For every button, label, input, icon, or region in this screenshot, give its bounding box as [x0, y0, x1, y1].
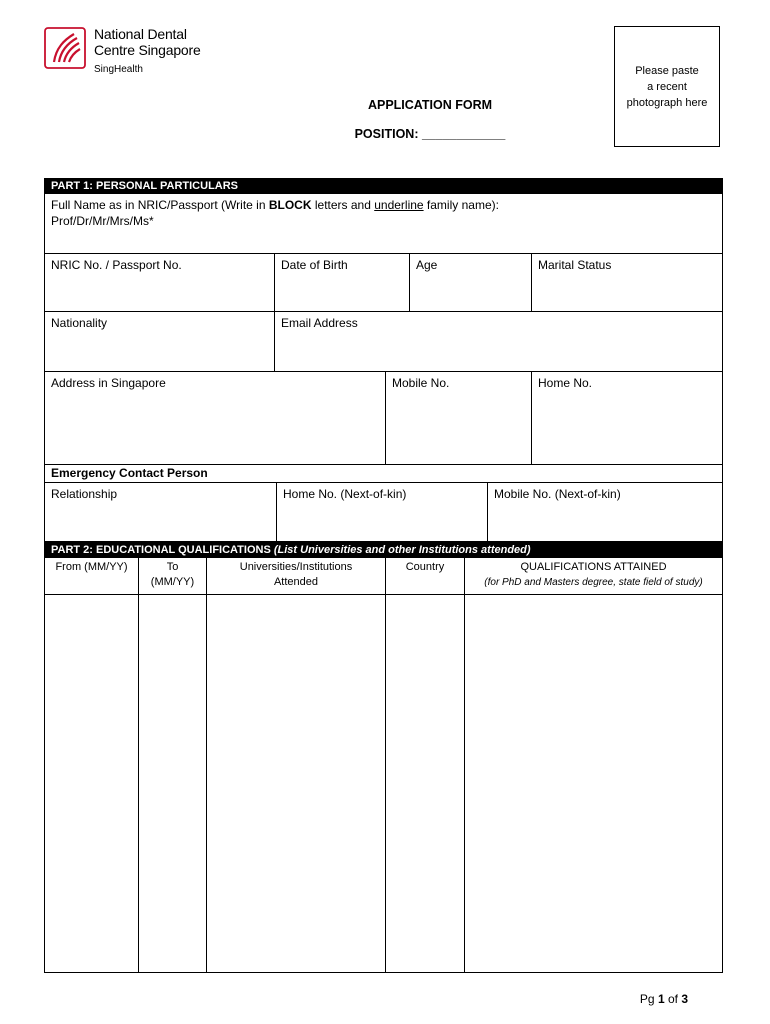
- nric-field[interactable]: [44, 253, 275, 312]
- nationality-label: Nationality: [51, 316, 108, 330]
- nok-mobile-label: Mobile No. (Next-of-kin): [494, 487, 621, 501]
- title-options: Prof/Dr/Mr/Mrs/Ms*: [51, 214, 154, 228]
- position-field[interactable]: POSITION: ____________: [354, 127, 506, 141]
- part2-header: PART 2: EDUCATIONAL QUALIFICATIONS (List Universities and other Institutions attended): [44, 542, 723, 558]
- ndcs-logo-icon: [44, 26, 86, 70]
- mobile-label: Mobile No.: [392, 376, 450, 390]
- address-label: Address in Singapore: [51, 376, 166, 390]
- email-field[interactable]: [274, 311, 723, 372]
- edu-col-to[interactable]: [138, 557, 207, 973]
- edu-head-institution: Universities/Institutions Attended: [207, 558, 385, 595]
- mobile-field[interactable]: [385, 371, 532, 465]
- edu-col-from[interactable]: [44, 557, 139, 973]
- edu-head-to: To (MM/YY): [139, 558, 206, 595]
- org-name-line2: Centre Singapore: [94, 42, 201, 58]
- edu-col-institution[interactable]: [206, 557, 386, 973]
- nok-mobile-field[interactable]: [487, 482, 723, 542]
- age-field[interactable]: [409, 253, 532, 312]
- org-parent: SingHealth: [94, 64, 143, 75]
- nationality-field[interactable]: [44, 311, 275, 372]
- address-field[interactable]: [44, 371, 386, 465]
- dob-field[interactable]: [274, 253, 410, 312]
- logo: [44, 26, 244, 82]
- edu-col-country[interactable]: [385, 557, 465, 973]
- age-label: Age: [416, 258, 438, 272]
- form-title: APPLICATION FORM: [367, 98, 493, 112]
- page-number: Pg 1 of 3: [639, 992, 688, 1006]
- dob-label: Date of Birth: [281, 258, 348, 272]
- full-name-label: Full Name as in NRIC/Passport (Write in BLOCK letters and underline family name):: [51, 198, 499, 212]
- marital-status-field[interactable]: [531, 253, 723, 312]
- home-phone-field[interactable]: [531, 371, 723, 465]
- email-label: Email Address: [281, 316, 358, 330]
- edu-col-qualifications[interactable]: [464, 557, 723, 973]
- nok-home-label: Home No. (Next-of-kin): [283, 487, 407, 501]
- edu-head-from: From (MM/YY): [45, 558, 138, 595]
- photo-box-line2: a recent: [647, 81, 687, 93]
- relationship-field[interactable]: [44, 482, 277, 542]
- marital-status-label: Marital Status: [538, 258, 612, 272]
- edu-head-country: Country: [386, 558, 464, 595]
- photo-box-line1: Please paste: [635, 65, 699, 77]
- edu-head-qualifications: QUALIFICATIONS ATTAINED (for PhD and Masters degree, state field of study): [465, 558, 722, 595]
- org-name-line1: National Dental: [94, 26, 187, 42]
- relationship-label: Relationship: [51, 487, 118, 501]
- home-phone-label: Home No.: [538, 376, 593, 390]
- part1-header: PART 1: PERSONAL PARTICULARS: [44, 178, 723, 194]
- emergency-contact-title: Emergency Contact Person: [51, 466, 208, 480]
- photo-box-line3: photograph here: [626, 97, 708, 109]
- full-name-field[interactable]: [44, 194, 723, 254]
- nok-home-field[interactable]: [276, 482, 488, 542]
- nric-label: NRIC No. / Passport No.: [51, 258, 182, 272]
